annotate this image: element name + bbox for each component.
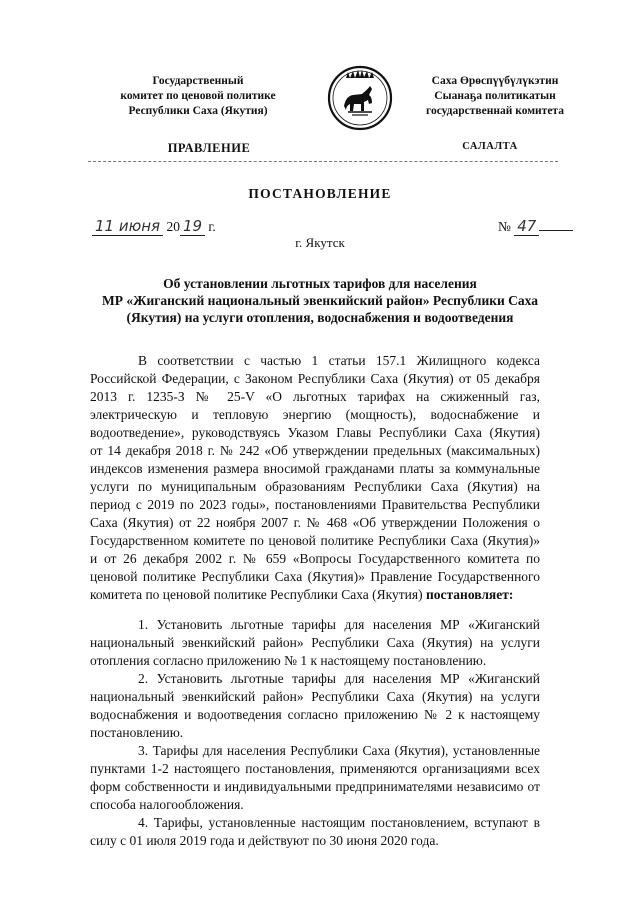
preamble-line: и от 26 декабря 2002 г. № 659 «Вопросы Государственного комитета по bbox=[90, 551, 540, 566]
resolves-keyword: постановляет: bbox=[425, 587, 514, 602]
preamble-line: Российской Федерации, с Законом Республики Саха (Якутия) от 05 декабря bbox=[90, 371, 540, 386]
board-label-yakut: САЛАЛТА bbox=[462, 141, 518, 152]
number-sign: № bbox=[498, 219, 511, 234]
item-line: национальный эвенкийский район» Республики Саха (Якутия) на услуги bbox=[90, 635, 540, 650]
number-handwritten: 47 bbox=[514, 217, 539, 236]
issuer-line: Саха Өрөспүүбүлүкэтин bbox=[431, 75, 559, 87]
resolution-item bbox=[90, 742, 540, 814]
issuer-name-russian bbox=[98, 74, 298, 119]
date-day-handwritten: 11 июня bbox=[92, 217, 163, 236]
item-line: постановлению. bbox=[90, 725, 184, 740]
resolution-item bbox=[90, 814, 540, 850]
item-line: 2. Установить льготные тарифы для населения МР «Жиганский bbox=[138, 671, 540, 686]
board-label-russian: ПРАВЛЕНИЕ bbox=[167, 141, 251, 155]
resolution-item bbox=[90, 670, 540, 742]
preamble-line: комитета по ценовой политике Республики Саха (Якутия) bbox=[90, 587, 423, 602]
subject-line: (Якутия) на услуги отопления, водоснабжения и водоотведения bbox=[126, 310, 514, 325]
preamble-line: В соответствии с частью 1 статьи 157.1 Жилищного кодекса bbox=[138, 353, 540, 368]
issuer-line: Сыанаҕа политикатын bbox=[434, 90, 556, 102]
item-line: пунктами 1-2 настоящего постановления, применяются организациями всех bbox=[90, 761, 540, 776]
header-divider bbox=[88, 161, 558, 162]
preamble-line: водоотведение», руководствуясь Указом Главы Республики Саха (Якутия) bbox=[90, 425, 540, 440]
item-line: водоснабжения и водоотведения согласно приложению № 2 к настоящему bbox=[90, 707, 540, 722]
item-line: национальный эвенкийский район» Республики Саха (Якутия) на услуги bbox=[90, 689, 540, 704]
item-line: 3. Тарифы для населения Республики Саха (Якутия), установленные bbox=[138, 743, 540, 758]
preamble-line: услуги по муниципальным образованиям Республики Саха (Якутия) на bbox=[90, 479, 540, 494]
date-year-prefix: 20 bbox=[166, 219, 180, 234]
item-line: силу с 01 июля 2019 года и действуют по 30 июня 2020 года. bbox=[90, 833, 439, 848]
preamble-line: период с 2019 по 2023 годы», постановлениями Правительства Республики bbox=[90, 497, 540, 512]
preamble-line: ценовой политике Республики Саха (Якутия)» Правление Государственного bbox=[90, 569, 540, 584]
subject-line: МР «Жиганский национальный эвенкийский район» Республики Саха bbox=[102, 293, 538, 308]
date-suffix: г. bbox=[208, 219, 216, 234]
preamble-line: электрическую и тепловую энергию (мощность), водоснабжение и bbox=[90, 407, 540, 422]
preamble-line: 2013 г. 1235-З № 25-V «О льготных тарифах на сжиженный газ, bbox=[90, 389, 540, 404]
preamble-line: Саха (Якутия) от 22 ноября 2007 г. № 468 «Об утверждении Положения о bbox=[90, 515, 540, 530]
item-line: 1. Установить льготные тарифы для населения МР «Жиганский bbox=[138, 617, 540, 632]
date-year-handwritten: 19 bbox=[180, 217, 205, 236]
sakha-emblem-icon bbox=[326, 64, 394, 132]
document-subject bbox=[100, 275, 540, 326]
item-line: 4. Тарифы, установленные настоящим постановлением, вступают в bbox=[138, 815, 540, 830]
issuer-line: Республики Саха (Якутия) bbox=[128, 105, 268, 117]
preamble bbox=[90, 352, 540, 604]
issuer-line: Государственный bbox=[152, 75, 244, 87]
issuer-line: комитет по ценовой политике bbox=[120, 90, 276, 102]
preamble-last-line bbox=[90, 586, 540, 604]
preamble-line: от 14 декабря 2018 г. № 242 «Об утверждении предельных (максимальных) bbox=[90, 443, 540, 458]
document-city: г. Якутск bbox=[295, 235, 345, 250]
issuer-name-yakut bbox=[395, 74, 595, 119]
item-line: форм собственности и индивидуальными предпринимателями независимо от bbox=[90, 779, 540, 794]
document-title: ПОСТАНОВЛЕНИЕ bbox=[248, 186, 392, 201]
preamble-line: Государственном комитете по ценовой политике Республики Саха (Якутия)» bbox=[90, 533, 540, 548]
subject-line: Об установлении льготных тарифов для населения bbox=[163, 276, 477, 291]
number-blank bbox=[539, 218, 573, 231]
resolution-item bbox=[90, 616, 540, 670]
item-line: отопления согласно приложению № 1 к настоящему постановлению. bbox=[90, 653, 487, 668]
document-number bbox=[498, 217, 573, 236]
preamble-line: индексов изменения размера вносимой гражданами платы за коммунальные bbox=[90, 461, 540, 476]
issuer-line: государственнай комитета bbox=[426, 105, 564, 117]
item-line: способа налогообложения. bbox=[90, 797, 244, 812]
